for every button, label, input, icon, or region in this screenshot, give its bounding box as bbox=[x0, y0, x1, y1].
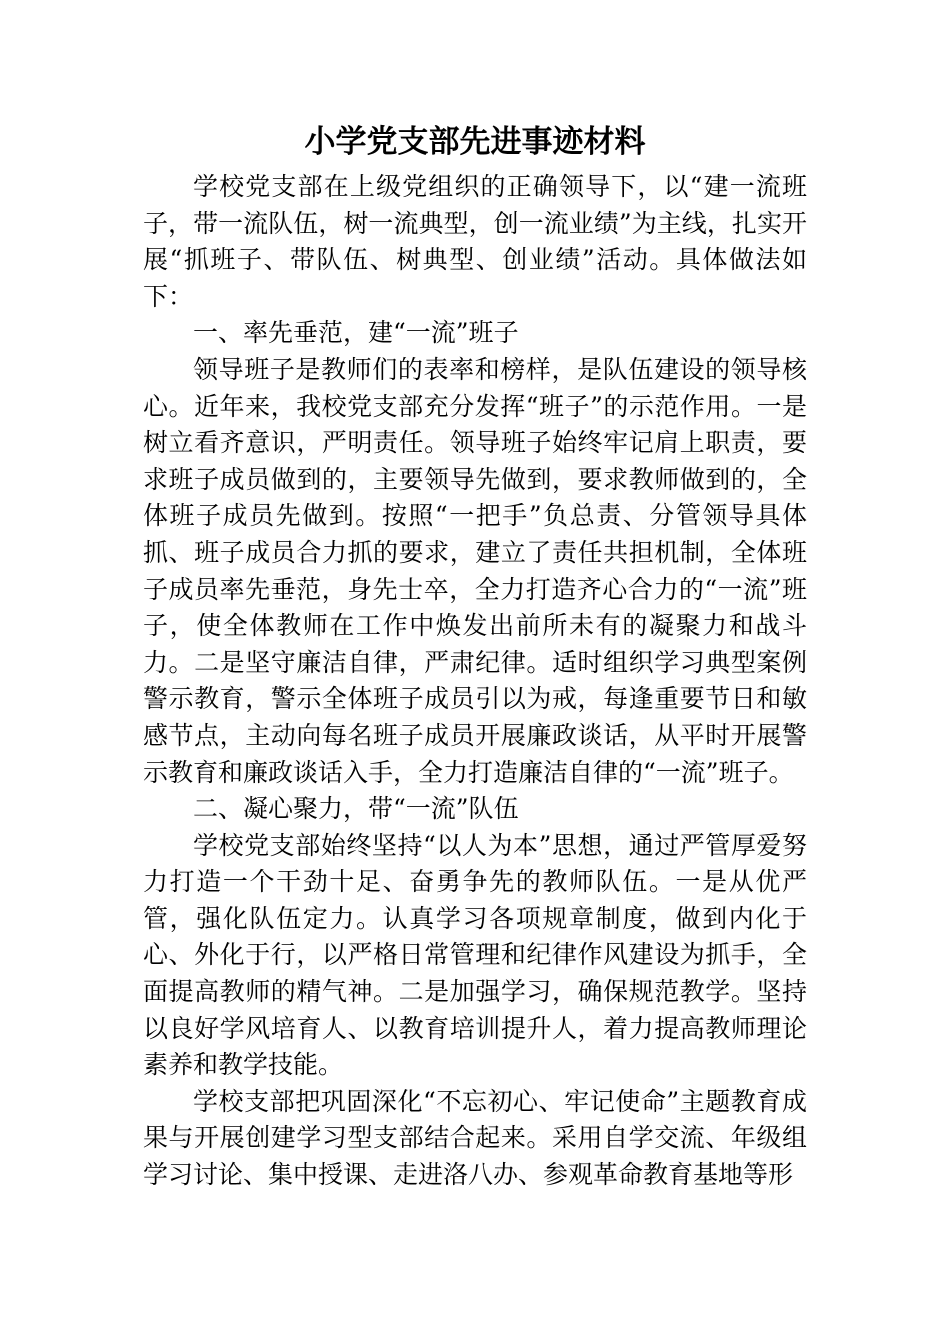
section-2-paragraph: 学校党支部始终坚持“以人为本”思想，通过严管厚爱努力打造一个干劲十足、奋勇争先的教师队伍。一是从优严管，强化队伍定力。认真学习各项规章制度，做到内化于心、外化于行，以严格日常管理和纪律作风建设为抓手，全面提高教师的精气神。二是加强学习，确保规范教学。坚持以良好学风培育人、以教育培训提升人，着力提高教师理论素养和教学技能。 bbox=[143, 830, 807, 1080]
intro-paragraph: 学校党支部在上级党组织的正确领导下，以“建一流班子，带一流队伍，树一流典型，创一流业绩”为主线，扎实开展“抓班子、带队伍、树典型、创业绩”活动。具体做法如下： bbox=[143, 172, 807, 311]
section-heading-2: 二、凝心聚力，带“一流”队伍 bbox=[193, 794, 519, 824]
section-1-paragraph: 领导班子是教师们的表率和榜样，是队伍建设的领导核心。近年来，我校党支部充分发挥“班子”的示范作用。一是树立看齐意识，严明责任。领导班子始终牢记肩上职责，要求班子成员做到的，主要领导先做到，要求教师做到的，全体班子成员先做到。按照“一把手”负总责、分管领导具体抓、班子成员合力抓的要求，建立了责任共担机制，全体班子成员率先垂范，身先士卒，全力打造齐心合力的“一流”班子，使全体教师在工作中焕发出前所未有的凝聚力和战斗力。二是坚守廉洁自律，严肃纪律。适时组织学习典型案例警示教育，警示全体班子成员引以为戒，每逢重要节日和敏感节点，主动向每名班子成员开展廉政谈话，从平时开展警示教育和廉政谈话入手，全力打造廉洁自律的“一流”班子。 bbox=[143, 354, 807, 787]
section-2-paragraph-continued: 学校支部把巩固深化“不忘初心、牢记使命”主题教育成果与开展创建学习型支部结合起来。采用自学交流、年级组学习讨论、集中授课、走进洛八办、参观革命教育基地等形 bbox=[143, 1086, 807, 1190]
document-title: 小学党支部先进事迹材料 bbox=[304, 124, 646, 160]
section-heading-1: 一、率先垂范，建“一流”班子 bbox=[193, 318, 519, 348]
document-body bbox=[143, 169, 807, 1194]
